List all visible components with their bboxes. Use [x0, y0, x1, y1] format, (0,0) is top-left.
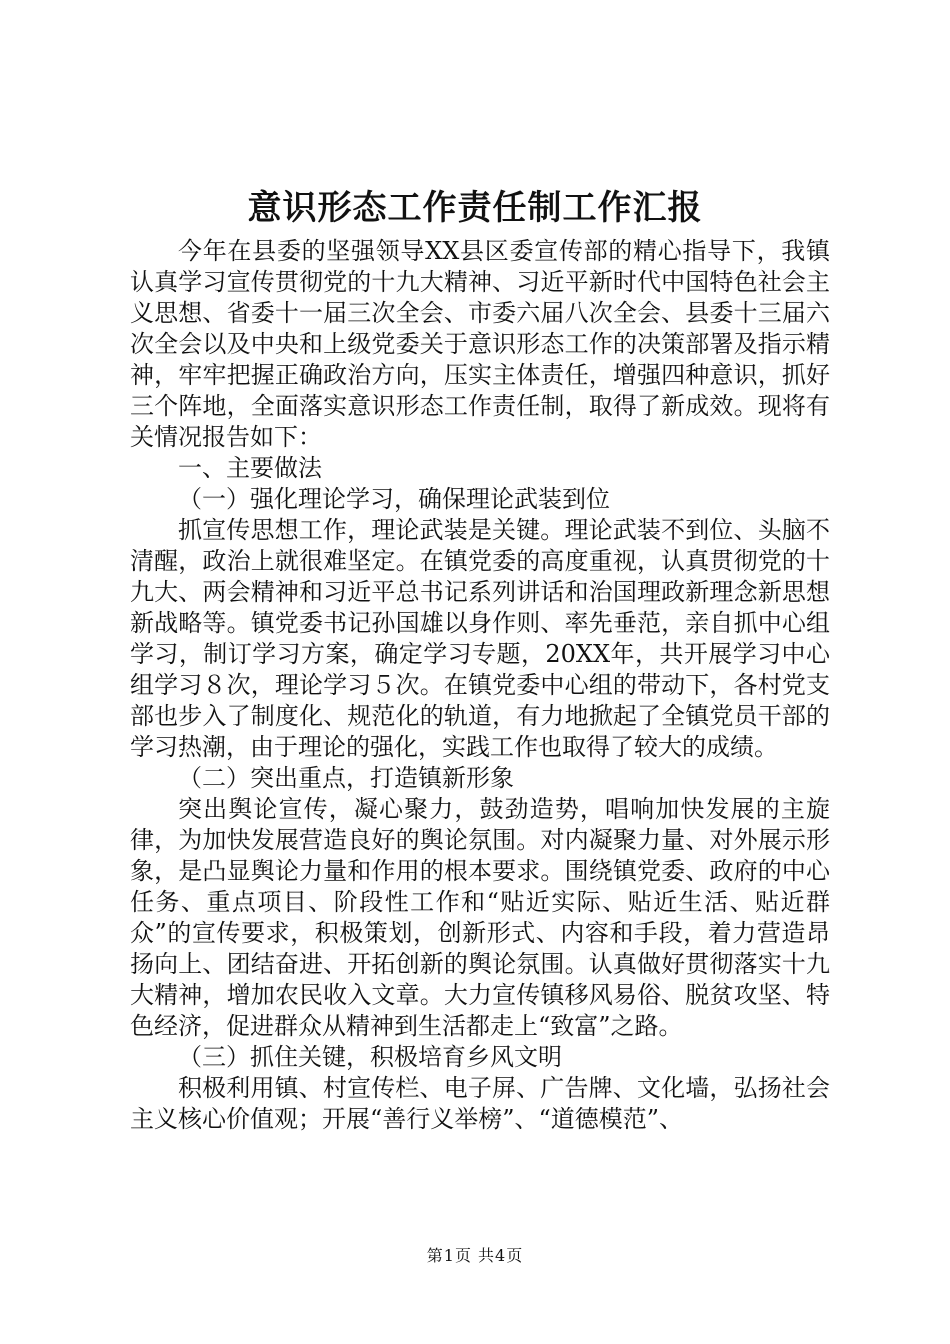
- subsection-heading-civility: （三）抓住关键，积极培育乡风文明: [178, 1043, 562, 1071]
- paragraph-theory-study: 抓宣传思想工作，理论武装是关键。理论武装不到位、头脑不清醒，政治上就很难坚定。在镇党委的高度重视，认真贯彻党的十九大、两会精神和习近平总书记系列讲话和治国理政新理念新思想新战略等。镇党委书记孙国雄以身作则、率先垂范，亲自抓中心组学习，制订学习方案，确定学习专题，20XX年，共开展学习中心组学习８次，理论学习５次。在镇党委中心组的带动下，各村党支部也步入了制度化、规范化的轨道，有力地掀起了全镇党员干部的学习热潮，由于理论的强化，实践工作也取得了较大的成绩。: [130, 516, 830, 761]
- paragraph-new-image: 突出舆论宣传，凝心聚力，鼓劲造势，唱响加快发展的主旋律，为加快发展营造良好的舆论氛围。对内凝聚力量、对外展示形象，是凸显舆论力量和作用的根本要求。围绕镇党委、政府的中心任务、重点项目、阶段性工作和“贴近实际、贴近生活、贴近群众”的宣传要求，积极策划，创新形式、内容和手段，着力营造昂扬向上、团结奋进、开拓创新的舆论氛围。认真做好贯彻落实十九大精神，增加农民收入文章。大力宣传镇移风易俗、脱贫攻坚、特色经济，促进群众从精神到生活都走上“致富”之路。: [130, 795, 830, 1040]
- subsection-heading-theory-study: （一）强化理论学习，确保理论武装到位: [178, 485, 610, 513]
- paragraph-intro: 今年在县委的坚强领导XX县区委宣传部的精心指导下，我镇认真学习宣传贯彻党的十九大精神、习近平新时代中国特色社会主义思想、省委十一届三次全会、市委六届八次全会、县委十三届六次全会以及中央和上级党委关于意识形态工作的决策部署及指示精神，牢牢把握正确政治方向，压实主体责任，增强四种意识，抓好三个阵地，全面落实意识形态工作责任制，取得了新成效。现将有关情况报告如下：: [130, 237, 830, 451]
- paragraph-civility: 积极利用镇、村宣传栏、电子屏、广告牌、文化墙，弘扬社会主义核心价值观；开展“善行义举榜”、“道德模范”、: [130, 1074, 830, 1133]
- section-heading-main-practices: 一、主要做法: [178, 454, 322, 482]
- document-body: [130, 236, 830, 1135]
- subsection-heading-new-image: （二）突出重点，打造镇新形象: [178, 764, 514, 792]
- page-footer: 第1页 共4页: [426, 1246, 524, 1265]
- document-title: 意识形态工作责任制工作汇报: [247, 188, 703, 228]
